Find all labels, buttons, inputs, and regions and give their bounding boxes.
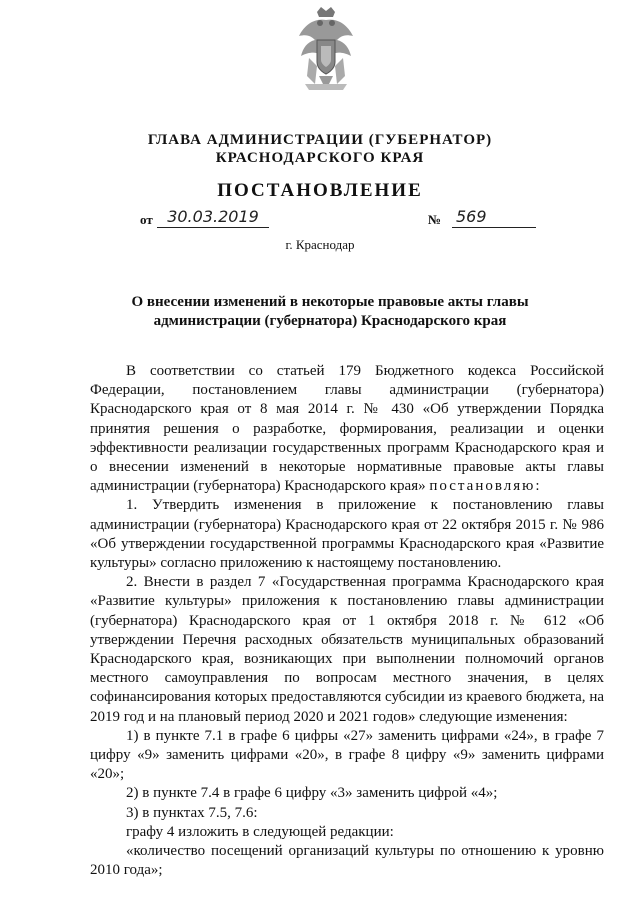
paragraph-quote: «количество посещений организаций культуры по отношению к уровню 2010 года»;: [90, 843, 604, 879]
handwritten-date: 30.03.2019: [157, 207, 269, 228]
number-prefix: №: [428, 212, 442, 227]
date-prefix: от: [140, 212, 153, 227]
paragraph-subitem-3: 3) в пунктах 7.5, 7.6:: [126, 804, 258, 821]
document-title: О внесении изменений в некоторые правовые акты главы администрации (губернатора) Краснодарского края: [131, 294, 529, 329]
preamble-text: В соответствии со статьей 179 Бюджетного кодекса Российской Федерации, постановлением главы администрации (губернатора) Краснодарского края от 8 мая 2014 г. № 430 «Об утверждении Порядка принятия решения о разработке, формирования, реализации и оценки эффективности реализации государственных программ Краснодарского края и о внесении изменений в некоторые нормативные правовые акты главы администрации (губернатора) Краснодарского края»: [90, 363, 604, 495]
paragraph-item-1: 1. Утвердить изменения в приложение к постановлению главы администрации (губернатора) Краснодарского края от 22 октября 2015 г. № 986 «Об утверждении государственной программы Краснодарского края «Развитие культуры» согласно приложению к настоящему постановлению.: [90, 497, 604, 572]
issuer-line-2: КРАСНОДАРСКОГО КРАЯ: [215, 150, 425, 166]
paragraph-preamble: [90, 362, 604, 496]
paragraph-subitem-2: 2) в пункте 7.4 в графе 6 цифру «3» заменить цифрой «4»;: [126, 785, 498, 802]
document-type: ПОСТАНОВЛЕНИЕ: [217, 180, 423, 201]
paragraph-subitem-1: 1) в пункте 7.1 в графе 6 цифры «27» заменить цифрами «24», в графе 7 цифру «9» заменить цифрами «20», в графе 8 цифру «9» заменить цифрами «20»;: [90, 727, 604, 783]
city-name: г. Краснодар: [285, 237, 355, 252]
paragraph-column-4: графу 4 изложить в следующей редакции:: [126, 823, 394, 840]
handwritten-number: 569: [452, 207, 536, 228]
paragraph-item-2: 2. Внести в раздел 7 «Государственная программа Краснодарского края «Развитие культуры» приложения к постановлению главы администрации (губернатора) Краснодарского края от 1 октября 2018 г. № 612 «Об утверждении Перечня расходных обязательств муниципальных образований Краснодарского края, возникающих при выполнении полномочий органов местного самоуправления по вопросам местного значения, в целях софинансирования которых предоставляются субсидии из краевого бюджета, на 2019 год и на плановый период 2020 и 2021 годов» следующие изменения:: [90, 574, 604, 725]
coat-of-arms-emblem: [295, 6, 357, 92]
issuer-line-1: ГЛАВА АДМИНИСТРАЦИИ (ГУБЕРНАТОР): [147, 132, 493, 148]
resolution-word: постановляю:: [429, 478, 542, 495]
document-body: [90, 362, 604, 880]
